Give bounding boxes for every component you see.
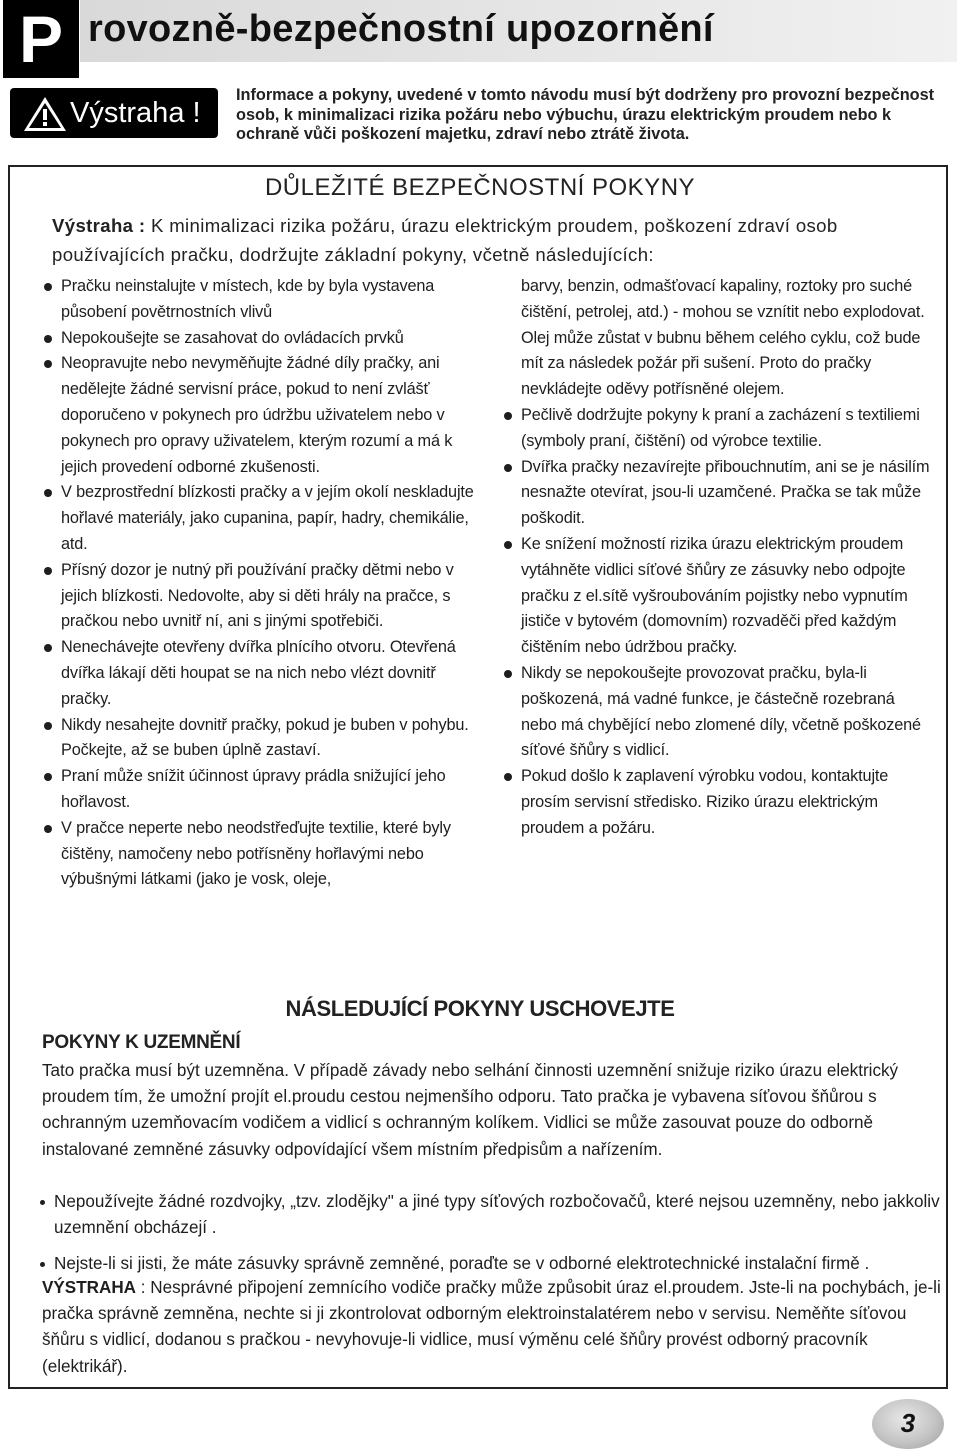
keep-instructions-heading: NÁSLEDUJÍCÍ POKYNY USCHOVEJTE bbox=[285, 996, 675, 1021]
safety-list-right bbox=[502, 274, 932, 842]
safety-list-left bbox=[42, 274, 482, 893]
grounding-heading: POKYNY K UZEMNĚNÍ bbox=[42, 1032, 241, 1053]
page-number: 3 bbox=[900, 1408, 916, 1438]
grounding-text: Tato pračka musí být uzemněna. V případě závady nebo selhání činnosti uzemnění snižuje riziko úrazu elektrický proudem tím, že umožní projít el.proudu cestou nejmenšího odporu. Tato pračka je vybavena síťovou šňůrou s ochranným uzemňovacím vodičem a vidlicí s ochranným kolíkem. Vidlici se může zasouvat pouze do odborně instalované zemněné zásuvky odpovídající všem místním předpisům a nařízením. bbox=[42, 1061, 899, 1159]
list-item: Pokud došlo k zaplavení výrobku vodou, kontaktujte prosím servisní středisko. Riziko úrazu elektrickým proudem a požáru. bbox=[502, 764, 932, 841]
page-title: rovozně-bezpečnostní upozornění bbox=[88, 8, 714, 50]
list-item: Nikdy nesahejte dovnitř pračky, pokud je buben v pohybu. Počkejte, až se buben úplně zastaví. bbox=[42, 713, 482, 765]
list-item: Nenechávejte otevřeny dvířka plnícího otvoru. Otevřená dvířka lákají děti houpat se na nich nebo vlézt dovnitř pračky. bbox=[42, 635, 482, 712]
list-item: Pečlivě dodržujte pokyny k praní a zacházení s textiliemi (symboly praní, čištění) od výrobce textilie. bbox=[502, 403, 932, 455]
grounding-warning-lead: VÝSTRAHA bbox=[42, 1278, 137, 1297]
warning-badge bbox=[10, 88, 218, 138]
list-item: Praní může snížit účinnost úpravy prádla snižující jeho hořlavost. bbox=[42, 764, 482, 816]
safety-heading: DŮLEŽITÉ BEZPEČNOSTNÍ POKYNY bbox=[264, 174, 696, 201]
grounding-list bbox=[38, 1189, 943, 1278]
list-item: Neopravujte nebo nevyměňujte žádné díly pračky, ani nedělejte žádné servisní práce, pokud to není zvlášť doporučeno v pokynech pro údržbu uživatelem nebo v pokynech pro opravy uživatelem, kterým rozumí a má k jejich provedení odborné zkušenosti. bbox=[42, 351, 482, 480]
page-number-badge bbox=[872, 1399, 944, 1449]
safety-warning-text: K minimalizaci rizika požáru, úrazu elektrickým proudem, poškození zdraví osob používajících pračku, dodržujte základní pokyny, včetně následujících: bbox=[52, 215, 838, 265]
list-item: Nepokoušejte se zasahovat do ovládacích prvků bbox=[42, 326, 482, 352]
list-item: Dvířka pračky nezavírejte přibouchnutím, ani se je násilím nesnažte otevírat, jsou-li uzamčené. Pračka se tak může poškodit. bbox=[502, 455, 932, 532]
list-item: Pračku neinstalujte v místech, kde by byla vystavena působení povětrnostních vlivů bbox=[42, 274, 482, 326]
intro-text: Informace a pokyny, uvedené v tomto návodu musí být dodrženy pro provozní bezpečnost osob, k minimalizaci rizika požáru nebo výbuchu, úrazu elektrickým proudem nebo k ochraně vůči poškození majetku, zdraví nebo ztrátě života. bbox=[236, 86, 935, 143]
list-item-continuation: barvy, benzin, odmašťovací kapaliny, roztoky pro suché čištění, petrolej, atd.) - mohou se vznítit nebo explodovat. Olej může zůstat v bubnu během celého cyklu, což bude mít za následek požár při sušení. Proto do pračky nevkládejte oděvy potřísněné olejem. bbox=[521, 277, 925, 399]
list-item: V bezprostřední blízkosti pračky a v jejím okolí neskladujte hořlavé materiály, jako cupanina, papír, hadry, chemikálie, atd. bbox=[42, 480, 482, 557]
grounding-warning-text: : Nesprávné připojení zemnícího vodiče pračky může způsobit úraz el.proudem. Jste-li na pochybách, je-li pračka správně zemněna, nechte si ji zkontrolovat odborným elektroinstalatérem nebo v servisu. Neměňte síťovou šňůru s vidlicí, dodanou s pračkou - nevyhovuje-li vidlice, musí výměnu celé šňůry provést odborný pracovník (elektrikář). bbox=[42, 1278, 941, 1376]
title-initial: P bbox=[3, 0, 79, 78]
list-item: Nikdy se nepokoušejte provozovat pračku, byla-li poškozená, má vadné funkce, je částečně rozebraná nebo má chybějící nebo zlomené díly, včetně poškozené síťové šňůry s vidlicí. bbox=[502, 661, 932, 764]
safety-warning-lead: Výstraha : bbox=[52, 215, 146, 236]
list-item: V pračce neperte nebo neodstřeďujte textilie, které byly čištěny, namočeny nebo potřísněny hořlavými nebo výbušnými látkami (jako je vosk, oleje, bbox=[42, 816, 482, 893]
warning-triangle-icon bbox=[22, 95, 68, 133]
list-item: Nepoužívejte žádné rozdvojky, „tzv. zlodějky" a jiné typy síťových rozbočovačů, které nejsou uzemněny, nebo jakkoliv uzemnění obcházejí . bbox=[38, 1189, 943, 1241]
safety-warning bbox=[52, 211, 932, 269]
warning-label: Výstraha ! bbox=[70, 97, 201, 129]
grounding-warning bbox=[42, 1275, 942, 1380]
list-item: Nejste-li si jisti, že máte zásuvky správně zemněné, poraďte se v odborné elektrotechnické instalační firmě . bbox=[38, 1251, 943, 1277]
list-item: Přísný dozor je nutný při používání pračky dětmi nebo v jejich blízkosti. Nedovolte, aby si děti hrály na pračce, s pračkou nebo uvnitř ní, ani s jinými spotřebiči. bbox=[42, 558, 482, 635]
list-item: Ke snížení možností rizika úrazu elektrickým proudem vytáhněte vidlici síťové šňůry ze zásuvky nebo odpojte pračku z el.sítě vyšroubováním pojistky nebo vypnutím jističe v bytovém (domovním) rozvaděči před každým čištěním nebo údržbou pračky. bbox=[502, 532, 932, 661]
